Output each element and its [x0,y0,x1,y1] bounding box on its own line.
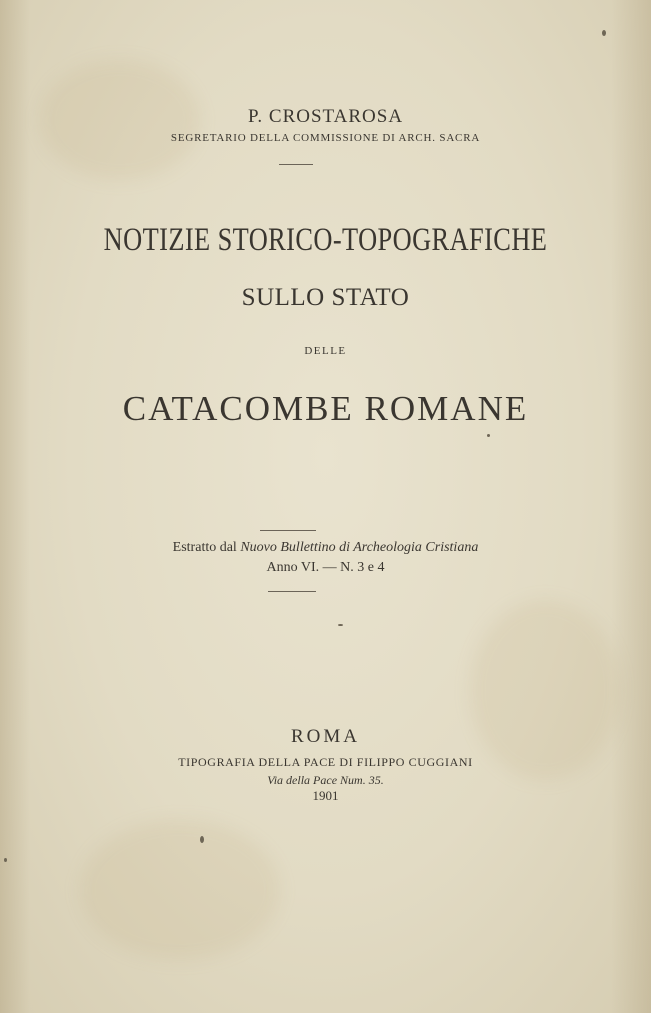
paper-stain [80,820,280,960]
paper-speck [4,858,7,862]
issue-line: Anno VI. — N. 3 e 4 [266,560,385,575]
divider [268,591,316,592]
journal-title: Nuovo Bullettino di Archeologia Cristiana [240,540,479,555]
paper-edge-right [611,0,651,1013]
paper-speck [602,30,606,36]
imprint-printer: TIPOGRAFIA DELLA PACE DI FILIPPO CUGGIANI [178,755,473,769]
title-line-1: NOTIZIE STORICO-TOPOGRAFICHE [103,222,548,258]
source-prefix: Estratto dal [172,540,241,555]
paper-speck [487,434,490,437]
title-line-2: SULLO STATO [241,284,410,311]
paper-stain [470,600,620,780]
author-name: P. CROSTAROSA [247,106,404,127]
imprint-year: 1901 [312,788,339,803]
imprint-address: Via della Pace Num. 35. [267,773,384,787]
title-line-3: DELLE [304,345,347,357]
paper-speck [200,836,204,843]
title-line-4: CATACOMBE ROMANE [122,389,529,428]
divider [279,164,313,165]
imprint-city: ROMA [290,726,360,747]
source-line [0,540,651,556]
author-role: SEGRETARIO DELLA COMMISSIONE DI ARCH. SACRA [170,132,481,144]
paper-speck [338,624,343,626]
divider [260,530,316,531]
